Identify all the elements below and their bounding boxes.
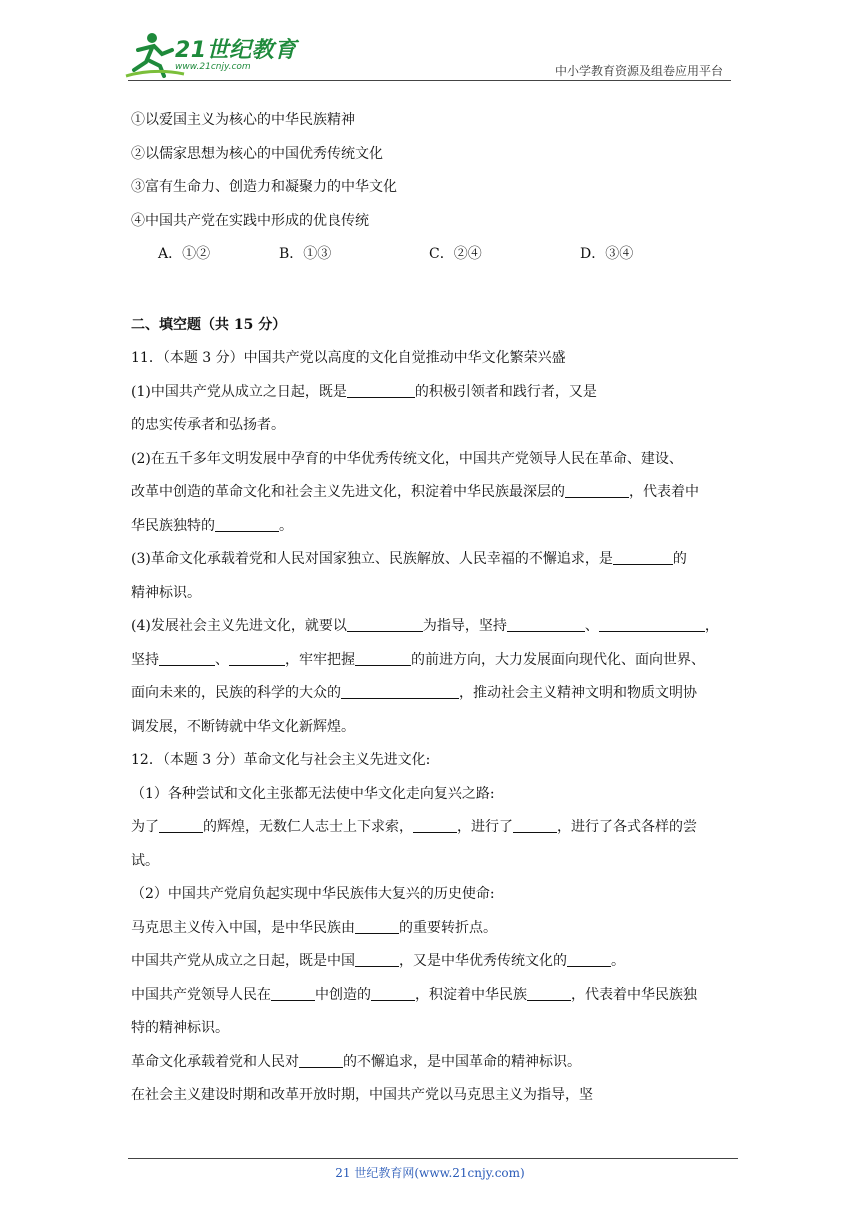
answer-blank[interactable]: [355, 649, 411, 666]
q12-sub2-line6: 在社会主义建设时期和改革开放时期，中国共产党以马克思主义为指导，坚: [131, 1087, 593, 1103]
page-header: [0, 0, 860, 90]
header-divider: [128, 80, 731, 81]
answer-blank[interactable]: [159, 816, 203, 833]
q10-options: [131, 238, 736, 272]
option-d: D．③④: [580, 246, 634, 262]
logo-url: www.21cnjy.com: [175, 62, 251, 72]
q11-part4-line2: 坚持 、 ，牢牢把握 的前进方向，大力发展面向现代化、面向世界、: [131, 644, 736, 678]
q12-sub2-line2: 中国共产党从成立之日起，既是中国 ，又是中华优秀传统文化的 。: [131, 945, 736, 979]
q11-part4-line3: 面向未来的，民族的科学的大众的 ，推动社会主义精神文明和物质文明协: [131, 677, 736, 711]
q10-item-2: ②以儒家思想为核心的中国优秀传统文化: [131, 145, 383, 162]
option-b: B．①③: [279, 246, 332, 262]
q11-stem: 11．（本题 3 分）中国共产党以高度的文化自觉推动中华文化繁荣兴盛: [131, 350, 566, 366]
document-body: [131, 104, 736, 1113]
answer-blank[interactable]: [271, 984, 315, 1001]
option-a: A．①②: [158, 246, 211, 262]
q11-part4-line4: 调发展，不断铸就中华文化新辉煌。: [131, 718, 355, 735]
q10-item-3: ③富有生命力、创造力和凝聚力的中华文化: [131, 179, 397, 195]
answer-blank[interactable]: [567, 950, 611, 967]
q11-part1-line2: 的忠实传承者和弘扬者。: [131, 417, 285, 433]
q12-sub2-line1: 马克思主义传入中国，是中华民族由 的重要转折点。: [131, 912, 736, 946]
answer-blank[interactable]: [229, 649, 285, 666]
section-title: 二、填空题（共 15 分）: [131, 316, 287, 333]
logo-text: 21世纪教育: [175, 38, 297, 63]
q11-part1-line1: (1)中国共产党从成立之日起，既是 的积极引领者和践行者，又是: [131, 376, 736, 410]
answer-blank[interactable]: [507, 615, 585, 632]
q10-item-4: ④中国共产党在实践中形成的优良传统: [131, 212, 369, 229]
footer-divider: [128, 1158, 738, 1159]
answer-blank[interactable]: [527, 984, 571, 1001]
q12-sub2-line4: 特的精神标识。: [131, 1020, 229, 1036]
q12-stem: 12．（本题 3 分）革命文化与社会主义先进文化:: [131, 752, 431, 768]
option-c: C．②④: [429, 246, 482, 262]
q11-part3-line2: 精神标识。: [131, 584, 201, 601]
q11-part2-line3: 华民族独特的 。: [131, 510, 736, 544]
answer-blank[interactable]: [159, 649, 215, 666]
q12-sub2-line5: 革命文化承载着党和人民对 的不懈追求，是中国革命的精神标识。: [131, 1046, 736, 1080]
answer-blank[interactable]: [347, 381, 415, 398]
q12-sub2-title: （2）中国共产党肩负起实现中华民族伟大复兴的历史使命:: [131, 886, 495, 902]
q11-part2-line2: 改革中创造的革命文化和社会主义先进文化，积淀着中华民族最深层的 ，代表着中: [131, 476, 736, 510]
q12-sub1-line1: 为了 的辉煌，无数仁人志士上下求索， ，进行了 ，进行了各式各样的尝: [131, 811, 736, 845]
page-footer[interactable]: 21 世纪教育网(www.21cnjy.com): [335, 1166, 525, 1180]
q11-part2-line1: (2)在五千多年文明发展中孕育的中华优秀传统文化，中国共产党领导人民在革命、建设、: [131, 450, 683, 467]
answer-blank[interactable]: [513, 816, 557, 833]
q12-sub1-line2: 试。: [131, 852, 159, 869]
answer-blank[interactable]: [599, 615, 705, 632]
answer-blank[interactable]: [355, 950, 399, 967]
answer-blank[interactable]: [413, 816, 457, 833]
q11-part3-line1: (3)革命文化承载着党和人民对国家独立、民族解放、人民幸福的不懈追求，是 的: [131, 543, 736, 577]
answer-blank[interactable]: [341, 682, 459, 699]
answer-blank[interactable]: [347, 615, 423, 632]
answer-blank[interactable]: [371, 984, 415, 1001]
q11-part4-line1: (4)发展社会主义先进文化，就要以 为指导，坚持 、 ，: [131, 610, 736, 644]
answer-blank[interactable]: [565, 481, 629, 498]
q10-item-1: ①以爱国主义为核心的中华民族精神: [131, 112, 355, 128]
platform-name: 中小学教育资源及组卷应用平台: [554, 64, 723, 78]
q12-sub1-title: （1）各种尝试和文化主张都无法使中华文化走向复兴之路:: [131, 785, 495, 802]
answer-blank[interactable]: [613, 548, 673, 565]
answer-blank[interactable]: [355, 917, 399, 934]
answer-blank[interactable]: [215, 515, 279, 532]
answer-blank[interactable]: [299, 1051, 343, 1068]
q12-sub2-line3: 中国共产党领导人民在 中创造的 ，积淀着中华民族 ，代表着中华民族独: [131, 979, 736, 1013]
